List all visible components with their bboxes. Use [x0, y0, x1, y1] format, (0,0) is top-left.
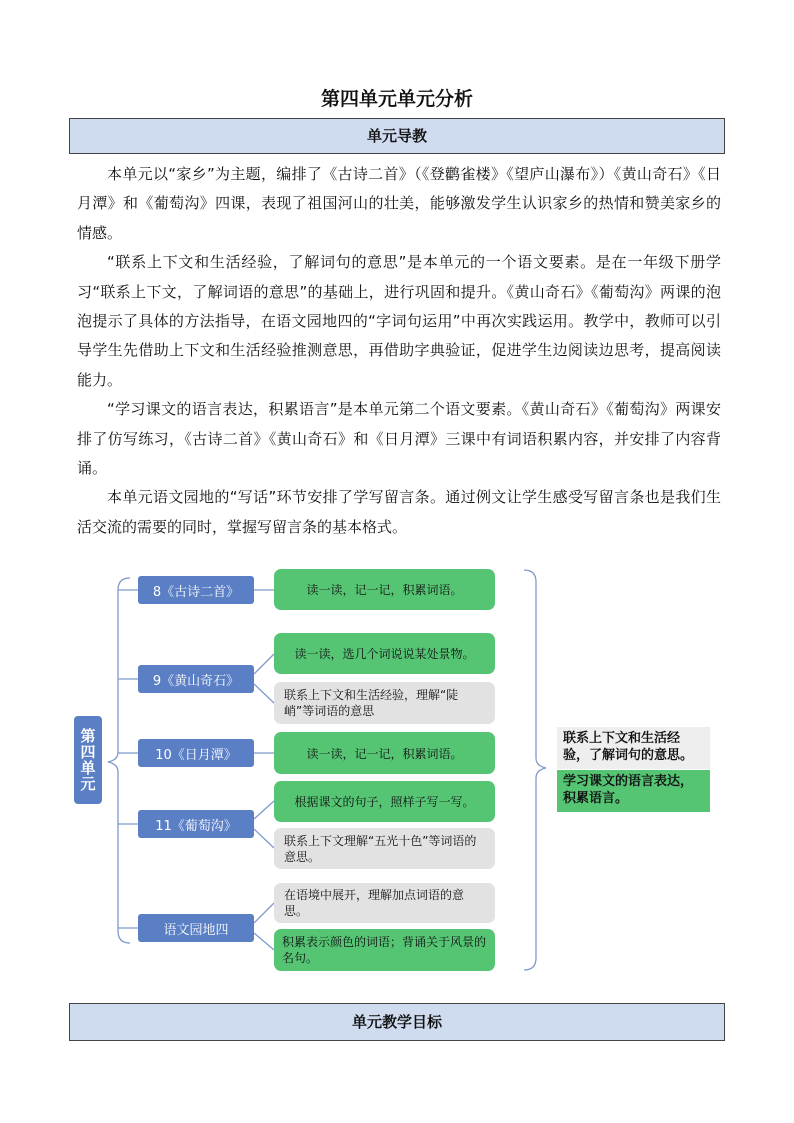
paragraph: “联系上下文和生活经验，了解词句的意思”是本单元的一个语文要素。是在一年级下册学习“联系上下文，了解词语的意思”的基础上，进行巩固和提升。《黄山奇石》《葡萄沟》两课的泡泡提示了具体的方法指导，在语文园地四的“字词句运用”中再次实践运用。教学中，教师可以引导学生先借助上下文和生活经验推测意思，再借助字典验证，促进学生边阅读边思考，提高阅读能力。 [77, 253, 721, 389]
goal-box: 联系上下文和生活经验，了解词句的意思。 [557, 727, 710, 769]
unit-label-box: 第四单元 [74, 716, 102, 804]
paragraph: 本单元以“家乡”为主题，编排了《古诗二首》（《登鹳雀楼》《望庐山瀑布》）《黄山奇石》《日月潭》和《葡萄沟》四课，表现了祖国河山的壮美，能够激发学生认识家乡的热情和赞美家乡的情感。 [77, 165, 721, 242]
lesson-box: 语文园地四 [138, 914, 254, 942]
paragraph: “学习课文的语言表达，积累语言”是本单元第二个语文要素。《黄山奇石》《葡萄沟》两课安排了仿写练习，《古诗二首》《黄山奇石》和《日月潭》三课中有词语积累内容，并安排了内容背诵。 [77, 400, 721, 478]
activity-box: 联系上下文和生活经验，理解“陡峭”等词语的意思 [274, 682, 495, 724]
page-title: 第四单元单元分析 [320, 88, 473, 110]
activity-box: 在语境中展开，理解加点词语的意思。 [274, 883, 495, 923]
section-header-teaching-goals: 单元教学目标 [69, 1003, 725, 1041]
activity-box: 读一读，记一记，积累词语。 [274, 569, 495, 610]
activity-box: 读一读，记一记，积累词语。 [274, 732, 495, 774]
paragraph: 本单元语文园地的“写话”环节安排了学写留言条。通过例文让学生感受写留言条也是我们生活交流的需要的同时，掌握写留言条的基本格式。 [77, 488, 721, 536]
lesson-box: 11《葡萄沟》 [138, 810, 254, 838]
activity-box: 联系上下文理解“五光十色”等词语的意思。 [274, 828, 495, 869]
lesson-box: 9《黄山奇石》 [138, 665, 254, 693]
lesson-box: 10《日月潭》 [138, 739, 254, 767]
lesson-box: 8《古诗二首》 [138, 576, 254, 604]
section-header-unit-guide: 单元导教 [69, 118, 725, 154]
activity-box: 读一读，选几个词说说某处景物。 [274, 633, 495, 674]
activity-box: 积累表示颜色的词语；背诵关于风景的名句。 [274, 929, 495, 971]
goal-box: 学习课文的语言表达，积累语言。 [557, 770, 710, 812]
activity-box: 根据课文的句子，照样子写一写。 [274, 781, 495, 822]
